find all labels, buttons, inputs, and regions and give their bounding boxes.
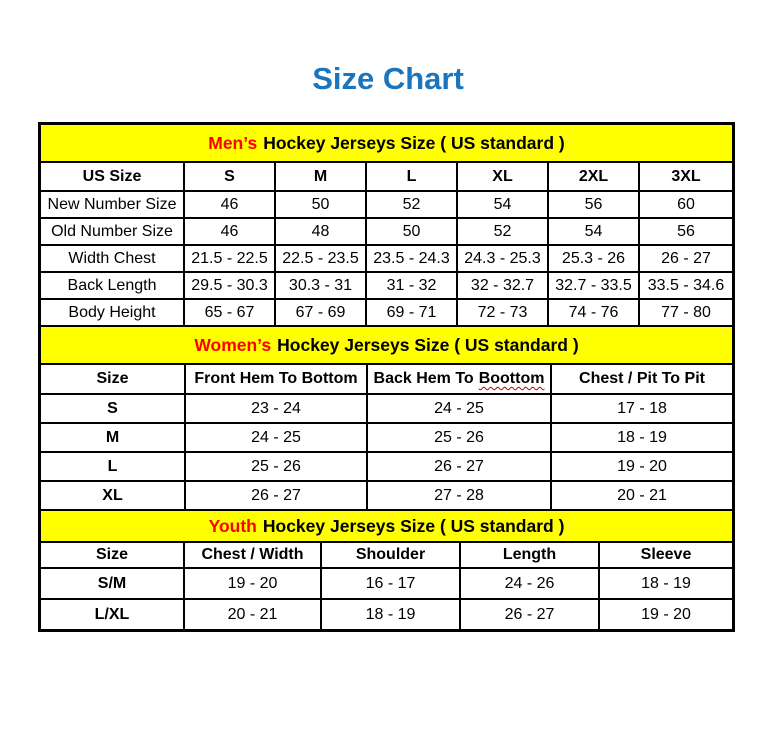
column-header: Size xyxy=(41,365,186,393)
column-header: Chest / Pit To Pit xyxy=(579,370,705,387)
size-value: 72 - 73 xyxy=(458,300,549,325)
size-value: 52 xyxy=(458,219,549,244)
size-value: 21.5 - 22.5 xyxy=(185,246,276,271)
youth-header-row xyxy=(41,543,732,569)
row-label: New Number Size xyxy=(41,192,185,217)
size-value: 50 xyxy=(276,192,367,217)
size-value: 69 - 71 xyxy=(367,300,458,325)
row-label: Back Length xyxy=(41,273,185,298)
mens-section-band xyxy=(41,125,732,163)
column-header: XL xyxy=(458,163,549,190)
size-value: 18 - 19 xyxy=(617,428,667,446)
column-header: Shoulder xyxy=(322,543,461,567)
size-value: 56 xyxy=(677,222,695,240)
size-value: 26 - 27 xyxy=(461,600,600,629)
column-header xyxy=(368,365,552,393)
column-header: Sleeve xyxy=(640,546,692,563)
size-value: 25.3 - 26 xyxy=(549,246,640,271)
womens-band-highlight: Women’s xyxy=(194,334,272,355)
table-row xyxy=(41,300,732,327)
column-header: 2XL xyxy=(549,163,640,190)
youth-section-band xyxy=(41,511,732,543)
size-value: 19 - 20 xyxy=(617,457,667,475)
column-header: Size xyxy=(41,543,185,567)
size-value: 25 - 26 xyxy=(186,453,368,480)
size-value: 50 xyxy=(367,219,458,244)
table-row xyxy=(41,246,732,273)
size-value: 67 - 69 xyxy=(276,300,367,325)
youth-band-text: Hockey Jerseys Size ( US standard ) xyxy=(262,515,565,536)
size-value: 33.5 - 34.6 xyxy=(647,276,725,294)
column-header: M xyxy=(276,163,367,190)
size-value: 46 xyxy=(185,219,276,244)
size-value: 60 xyxy=(677,195,695,213)
size-value: 24 - 25 xyxy=(368,395,552,422)
size-value: 46 xyxy=(185,192,276,217)
size-value: 30.3 - 31 xyxy=(276,273,367,298)
table-row xyxy=(41,600,732,629)
page-title: Size Chart xyxy=(312,61,464,96)
table-row xyxy=(41,569,732,600)
row-label: M xyxy=(41,424,186,451)
mens-header-row xyxy=(41,163,732,192)
size-value: 32 - 32.7 xyxy=(458,273,549,298)
womens-size-section xyxy=(41,327,732,511)
table-row xyxy=(41,395,732,424)
size-value: 17 - 18 xyxy=(617,399,667,417)
size-value: 27 - 28 xyxy=(368,482,552,509)
row-label: XL xyxy=(41,482,186,509)
womens-section-band xyxy=(41,327,732,365)
size-value: 23.5 - 24.3 xyxy=(367,246,458,271)
size-value: 22.5 - 23.5 xyxy=(276,246,367,271)
row-label: Body Height xyxy=(41,300,185,325)
size-value: 54 xyxy=(458,192,549,217)
column-header: L xyxy=(367,163,458,190)
row-label: Width Chest xyxy=(41,246,185,271)
size-value: 24 - 25 xyxy=(186,424,368,451)
row-label: L xyxy=(41,453,186,480)
womens-header-row xyxy=(41,365,732,395)
size-value: 23 - 24 xyxy=(186,395,368,422)
size-value: 20 - 21 xyxy=(617,486,667,504)
size-value: 48 xyxy=(276,219,367,244)
misspelled-word: Boottom xyxy=(478,370,545,387)
mens-band-highlight: Men’s xyxy=(208,132,258,153)
size-value: 26 - 27 xyxy=(368,453,552,480)
table-row xyxy=(41,453,732,482)
column-header: Chest / Width xyxy=(185,543,322,567)
size-value: 19 - 20 xyxy=(641,605,691,623)
size-value: 74 - 76 xyxy=(549,300,640,325)
mens-band-text: Hockey Jerseys Size ( US standard ) xyxy=(263,132,565,153)
womens-band-text: Hockey Jerseys Size ( US standard ) xyxy=(277,334,579,355)
size-value: 31 - 32 xyxy=(367,273,458,298)
size-value: 26 - 27 xyxy=(661,249,711,267)
size-value: 56 xyxy=(549,192,640,217)
size-value: 20 - 21 xyxy=(185,600,322,629)
row-label: Old Number Size xyxy=(41,219,185,244)
table-row xyxy=(41,424,732,453)
size-value: 18 - 19 xyxy=(641,574,691,592)
row-label: S/M xyxy=(41,569,185,598)
youth-size-section xyxy=(41,511,732,629)
table-row xyxy=(41,219,732,246)
size-value: 24 - 26 xyxy=(461,569,600,598)
size-value: 19 - 20 xyxy=(185,569,322,598)
column-header: S xyxy=(185,163,276,190)
column-header: 3XL xyxy=(671,167,701,185)
size-value: 52 xyxy=(367,192,458,217)
column-header: Length xyxy=(461,543,600,567)
youth-band-highlight: Youth xyxy=(208,515,257,536)
table-row xyxy=(41,192,732,219)
column-header-text: Back Hem To xyxy=(373,370,474,387)
column-header: Front Hem To Bottom xyxy=(186,365,368,393)
size-value: 29.5 - 30.3 xyxy=(185,273,276,298)
size-value: 25 - 26 xyxy=(368,424,552,451)
size-value: 77 - 80 xyxy=(661,303,711,321)
column-header: US Size xyxy=(41,163,185,190)
size-value: 18 - 19 xyxy=(322,600,461,629)
size-chart xyxy=(38,122,735,632)
table-row xyxy=(41,273,732,300)
table-row xyxy=(41,482,732,511)
size-value: 65 - 67 xyxy=(185,300,276,325)
row-label: S xyxy=(41,395,186,422)
mens-size-section xyxy=(41,125,732,327)
size-value: 32.7 - 33.5 xyxy=(549,273,640,298)
size-value: 24.3 - 25.3 xyxy=(458,246,549,271)
row-label: L/XL xyxy=(41,600,185,629)
size-value: 54 xyxy=(549,219,640,244)
size-value: 26 - 27 xyxy=(186,482,368,509)
size-value: 16 - 17 xyxy=(322,569,461,598)
